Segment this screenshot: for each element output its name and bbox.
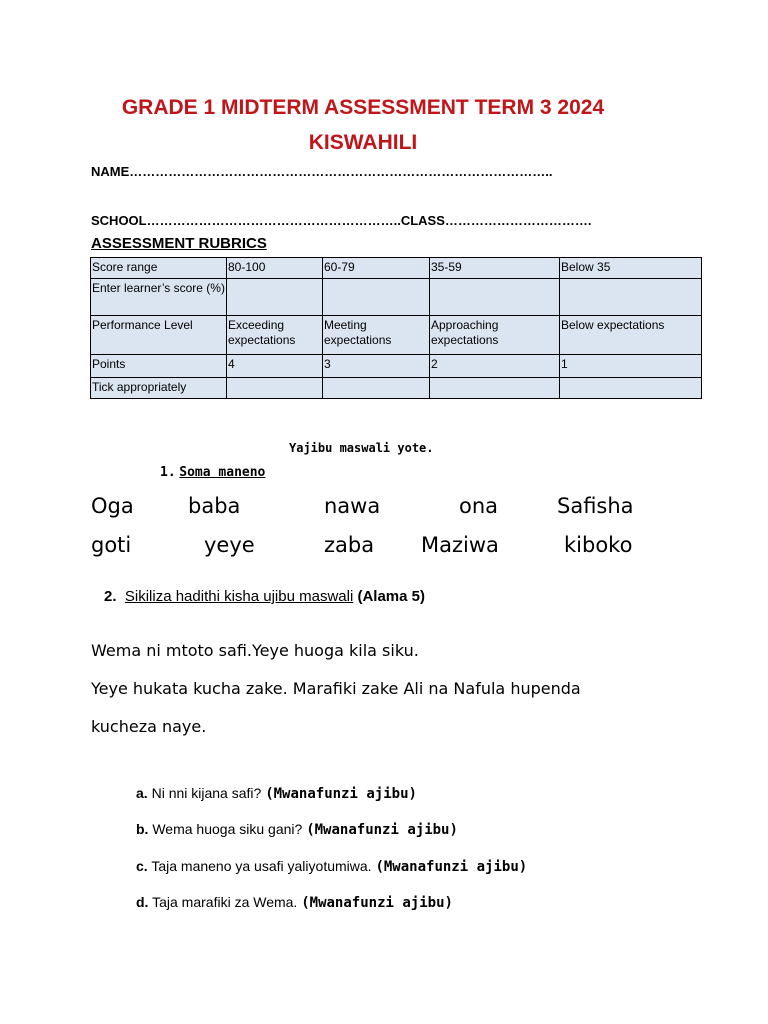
sub-question-note: (Mwanafunzi ajibu): [265, 786, 417, 802]
score-entry-cell[interactable]: [227, 279, 323, 316]
tick-cell[interactable]: [430, 378, 560, 399]
reading-word: baba: [188, 494, 241, 518]
table-cell: Approaching expectations: [430, 316, 560, 355]
question-number: 1.: [160, 465, 176, 480]
table-cell: 35-59: [430, 258, 560, 279]
sub-question-text: Taja marafiki za Wema.: [152, 894, 298, 910]
table-row: [91, 258, 702, 279]
sub-question: [136, 821, 458, 838]
question-title: Soma maneno: [179, 465, 266, 480]
table-cell: 4: [227, 355, 323, 378]
table-row: [91, 279, 702, 316]
tick-cell[interactable]: [560, 378, 702, 399]
subject-title: KISWAHILI: [308, 131, 418, 154]
reading-word: goti: [91, 533, 132, 557]
name-field: NAME……………………………………………………………………………………..: [91, 164, 553, 179]
assessment-rubrics-table: [90, 257, 702, 399]
score-entry-cell[interactable]: [430, 279, 560, 316]
rubrics-heading: ASSESSMENT RUBRICS: [91, 235, 267, 252]
table-cell: Enter learner’s score (%): [91, 279, 227, 316]
marks-label: (Alama 5): [357, 588, 425, 605]
table-cell: 2: [430, 355, 560, 378]
document-title: GRADE 1 MIDTERM ASSESSMENT TERM 3 2024: [121, 96, 605, 119]
sub-question: [136, 894, 453, 911]
tick-cell[interactable]: [227, 378, 323, 399]
sub-question-label: a.: [136, 785, 148, 801]
school-class-field: SCHOOL…………………………………………………..CLASS…………………………….: [91, 213, 592, 228]
instructions: Yajibu maswali yote.: [289, 441, 434, 455]
story-line: Wema ni mtoto safi.Yeye huoga kila siku.: [91, 641, 419, 660]
table-cell: Below 35: [560, 258, 702, 279]
tick-cell[interactable]: [323, 378, 430, 399]
sub-question-text: Ni nni kijana safi?: [151, 785, 262, 801]
reading-word: kiboko: [564, 533, 633, 557]
table-row: [91, 355, 702, 378]
score-entry-cell[interactable]: [560, 279, 702, 316]
table-row: [91, 378, 702, 399]
table-row: [91, 316, 702, 355]
table-cell: Exceeding expectations: [227, 316, 323, 355]
sub-question-note: (Mwanafunzi ajibu): [375, 859, 528, 875]
sub-question-text: Wema huoga siku gani?: [152, 821, 303, 837]
reading-word: Safisha: [557, 494, 634, 518]
question-number: 2.: [104, 588, 117, 605]
table-cell: Points: [91, 355, 227, 378]
question-title: Sikiliza hadithi kisha ujibu maswali: [124, 588, 354, 605]
reading-word: ona: [459, 494, 499, 518]
table-cell: Performance Level: [91, 316, 227, 355]
table-cell: 1: [560, 355, 702, 378]
reading-word: Oga: [91, 494, 134, 518]
reading-word: yeye: [204, 533, 255, 557]
sub-question-note: (Mwanafunzi ajibu): [301, 895, 453, 911]
table-cell: Below expectations: [560, 316, 702, 355]
score-entry-cell[interactable]: [323, 279, 430, 316]
sub-question-note: (Mwanafunzi ajibu): [306, 822, 458, 838]
reading-word: nawa: [324, 494, 381, 518]
sub-question: [136, 785, 417, 802]
sub-question-label: b.: [136, 821, 149, 837]
question-2-heading: [104, 588, 425, 605]
table-cell: 60-79: [323, 258, 430, 279]
sub-question: [136, 858, 527, 875]
table-cell: 3: [323, 355, 430, 378]
table-cell: Tick appropriately: [91, 378, 227, 399]
table-cell: 80-100: [227, 258, 323, 279]
table-cell: Score range: [91, 258, 227, 279]
reading-word: Maziwa: [421, 533, 499, 557]
reading-word: zaba: [324, 533, 375, 557]
story-line: kucheza naye.: [91, 717, 207, 736]
sub-question-label: c.: [136, 858, 148, 874]
story-line: Yeye hukata kucha zake. Marafiki zake Ali na Nafula hupenda: [91, 679, 581, 698]
sub-question-text: Taja maneno ya usafi yaliyotumiwa.: [151, 858, 372, 874]
sub-question-label: d.: [136, 894, 149, 910]
question-1-heading: [160, 464, 265, 480]
table-cell: Meeting expectations: [323, 316, 430, 355]
